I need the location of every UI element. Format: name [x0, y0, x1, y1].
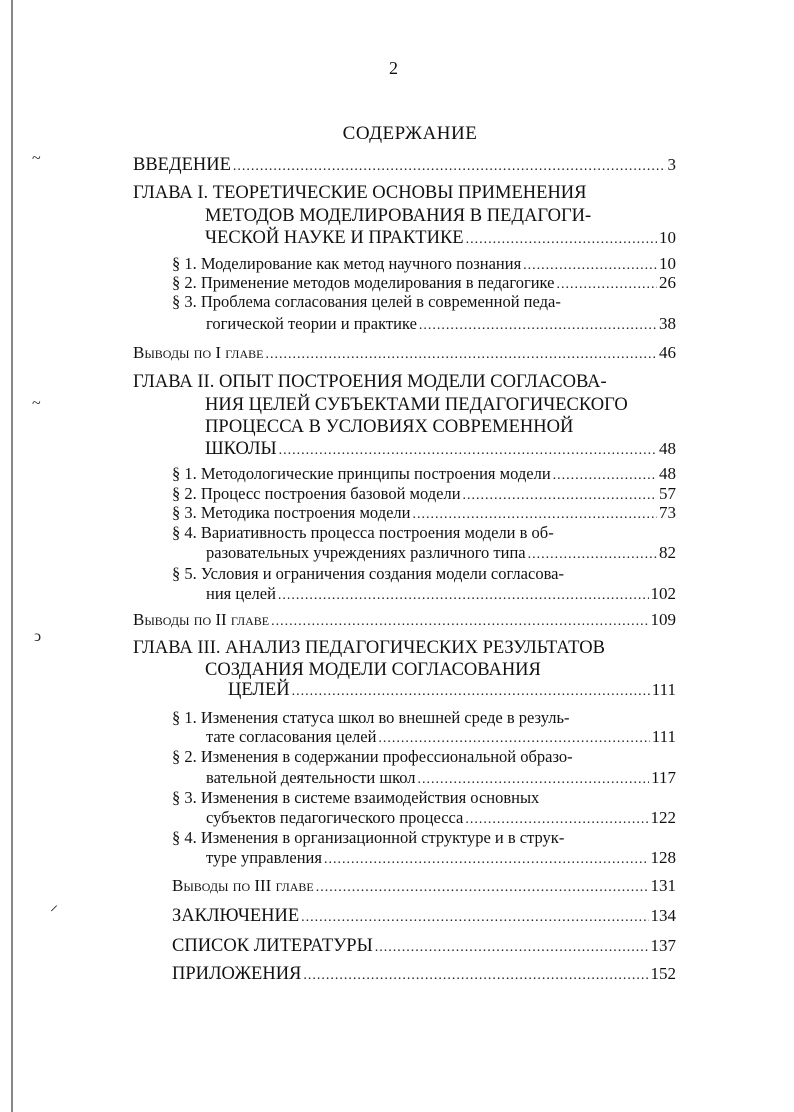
toc-chapter-2-line[interactable]	[205, 393, 676, 417]
toc-chapter-3-line[interactable]	[133, 636, 676, 660]
dot-leader	[375, 936, 649, 960]
toc-conclusions-2[interactable]	[133, 608, 676, 632]
entry-page: 46	[659, 343, 676, 362]
entry-text: ПРИЛОЖЕНИЯ	[172, 964, 302, 984]
entry-text: тате согласования целей	[206, 727, 377, 746]
scan-mark: ⸝	[50, 897, 59, 914]
toc-section[interactable]	[172, 290, 676, 314]
dot-leader	[419, 314, 657, 338]
entry-text: вательной деятельности школ	[206, 768, 416, 787]
entry-text: разовательных учреждениях различного типа	[206, 543, 526, 562]
entry-text: СПИСОК ЛИТЕРАТУРЫ	[172, 936, 373, 956]
entry-page: 73	[659, 503, 676, 522]
entry-text: субъектов педагогического процесса	[206, 808, 464, 827]
entry-text: МЕТОДОВ МОДЕЛИРОВАНИЯ В ПЕДАГОГИ-	[205, 206, 592, 226]
toc-entry-references[interactable]	[172, 934, 676, 958]
dot-leader	[279, 439, 657, 463]
page-title: СОДЕРЖАНИЕ	[342, 123, 478, 144]
entry-text: § 3. Методика построения модели	[172, 503, 411, 522]
entry-page: 109	[650, 610, 676, 629]
entry-page: 134	[650, 906, 676, 925]
entry-text: туре управления	[206, 848, 322, 867]
entry-text: § 1. Методологические принципы построения модели	[172, 464, 551, 483]
toc-section[interactable]	[206, 846, 676, 870]
entry-text: § 4. Изменения в организационной структуре и в струк-	[172, 828, 565, 847]
entry-page: 10	[659, 228, 676, 247]
toc-section[interactable]	[206, 582, 676, 606]
entry-text: ЧЕСКОЙ НАУКЕ И ПРАКТИКЕ	[205, 228, 464, 248]
toc-conclusions-1[interactable]	[133, 341, 676, 365]
entry-text: § 2. Изменения в содержании профессиональной образо-	[172, 747, 573, 766]
entry-text: гогической теории и практике	[206, 314, 417, 333]
dot-leader	[301, 906, 648, 930]
entry-page: 117	[651, 768, 676, 787]
entry-text: ния целей	[206, 584, 276, 603]
entry-page: 131	[650, 876, 676, 895]
entry-text: СОЗДАНИЯ МОДЕЛИ СОГЛАСОВАНИЯ	[205, 660, 541, 680]
entry-page: 3	[667, 155, 676, 174]
entry-page: 26	[659, 273, 676, 292]
dot-leader	[265, 343, 657, 367]
toc-entry-intro[interactable]	[133, 153, 676, 177]
scan-edge-line	[11, 0, 13, 1112]
toc-conclusions-3[interactable]	[172, 874, 676, 898]
dot-leader	[292, 680, 650, 704]
entry-text: ВВЕДЕНИЕ	[133, 155, 231, 175]
dot-leader	[324, 848, 649, 872]
entry-page: 48	[659, 464, 676, 483]
scan-mark: ~	[32, 150, 41, 167]
entry-text: § 1. Моделирование как метод научного познания	[172, 254, 522, 273]
entry-text: ПРОЦЕССА В УСЛОВИЯХ СОВРЕМЕННОЙ	[205, 417, 574, 437]
toc-chapter-1-line[interactable]	[205, 204, 676, 228]
toc-chapter-3-line[interactable]	[228, 678, 676, 702]
entry-text: Выводы по I главе	[133, 343, 264, 362]
entry-text: ЗАКЛЮЧЕНИЕ	[172, 906, 300, 926]
entry-page: 111	[651, 727, 676, 746]
scan-mark: ↄ	[34, 628, 42, 645]
entry-page: 128	[650, 848, 676, 867]
entry-page: 122	[650, 808, 676, 827]
entry-text: § 4. Вариативность процесса построения модели в об-	[172, 523, 554, 542]
entry-text: ГЛАВА III. АНАЛИЗ ПЕДАГОГИЧЕСКИХ РЕЗУЛЬТАТОВ	[133, 638, 605, 658]
dot-leader	[303, 964, 648, 988]
entry-text: ГЛАВА II. ОПЫТ ПОСТРОЕНИЯ МОДЕЛИ СОГЛАСОВА-	[133, 372, 607, 392]
dot-leader	[466, 228, 657, 252]
entry-text: § 3. Проблема согласования целей в современной педа-	[172, 292, 561, 311]
toc-chapter-2-line[interactable]	[133, 370, 676, 394]
entry-text: § 2. Применение методов моделирования в педагогике	[172, 273, 555, 292]
dot-leader	[233, 155, 666, 179]
scan-mark: ~	[32, 395, 41, 412]
dot-leader	[316, 876, 649, 900]
entry-text: § 1. Изменения статуса школ во внешней среде в резуль-	[172, 708, 570, 727]
entry-text: § 2. Процесс построения базовой модели	[172, 484, 461, 503]
dot-leader	[278, 584, 649, 608]
entry-page: 38	[659, 314, 676, 333]
toc-chapter-1-line[interactable]	[205, 226, 676, 250]
toc-entry-appendices[interactable]	[172, 962, 676, 986]
entry-text: ГЛАВА I. ТЕОРЕТИЧЕСКИЕ ОСНОВЫ ПРИМЕНЕНИЯ	[133, 183, 587, 203]
entry-page: 48	[659, 439, 676, 458]
page-number: 2	[389, 58, 398, 78]
entry-text: Выводы по II главе	[133, 610, 270, 629]
entry-text: ЦЕЛЕЙ	[228, 680, 290, 700]
entry-page: 102	[650, 584, 676, 603]
entry-page: 10	[659, 254, 676, 273]
entry-page: 111	[651, 680, 676, 699]
dot-leader	[271, 610, 648, 634]
entry-page: 137	[650, 936, 676, 955]
entry-page: 57	[659, 484, 676, 503]
entry-page: 152	[650, 964, 676, 983]
toc-chapter-1-line[interactable]	[133, 181, 676, 205]
entry-text: § 3. Изменения в системе взаимодействия основных	[172, 788, 540, 807]
toc-entry-conclusion[interactable]	[172, 904, 676, 928]
entry-text: ШКОЛЫ	[205, 439, 277, 459]
toc-section[interactable]	[206, 312, 676, 336]
entry-page: 82	[659, 543, 676, 562]
entry-text: § 5. Условия и ограничения создания модели согласова-	[172, 564, 564, 583]
toc-chapter-2-line[interactable]	[205, 437, 676, 461]
entry-text: Выводы по III главе	[172, 876, 314, 895]
toc-chapter-2-line[interactable]	[205, 415, 676, 439]
entry-text: НИЯ ЦЕЛЕЙ СУБЪЕКТАМИ ПЕДАГОГИЧЕСКОГО	[205, 395, 628, 415]
